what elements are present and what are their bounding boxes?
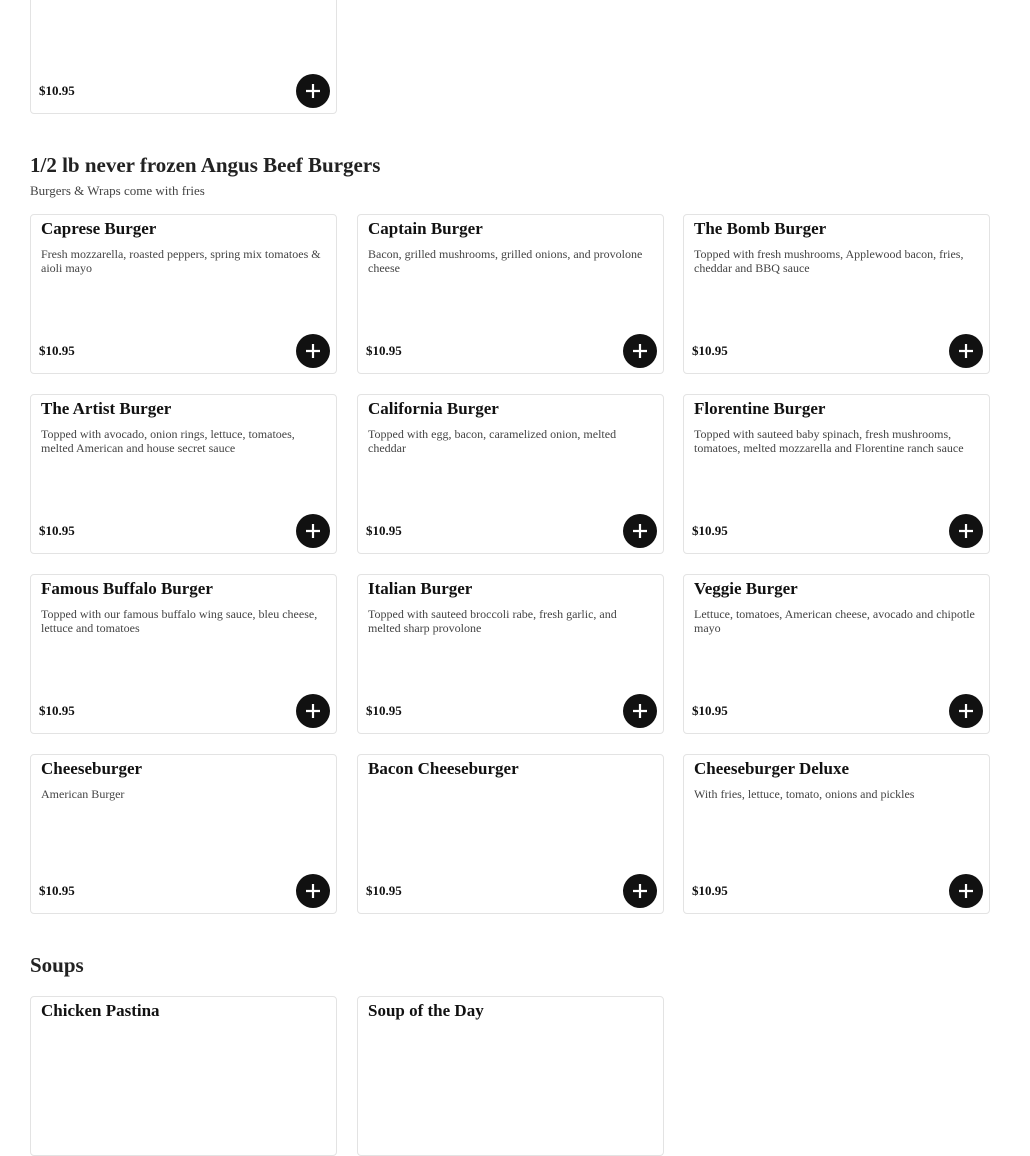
add-to-cart-button[interactable] <box>949 874 983 908</box>
item-price: $10.95 <box>366 343 402 358</box>
item-price: $10.95 <box>39 343 75 358</box>
item-description: Topped with fresh mushrooms, Applewood bacon, fries, cheddar and BBQ sauce <box>694 247 964 275</box>
item-price: $10.95 <box>39 523 75 538</box>
add-to-cart-button[interactable] <box>949 694 983 728</box>
menu-item-card[interactable] <box>683 574 990 734</box>
item-name: Chicken Pastina <box>41 1001 160 1020</box>
add-to-cart-button[interactable] <box>623 334 657 368</box>
item-name: Veggie Burger <box>694 579 798 598</box>
plus-icon <box>632 883 648 899</box>
item-price: $10.95 <box>366 523 402 538</box>
menu-item-card[interactable] <box>357 214 664 374</box>
menu-item-card[interactable] <box>30 574 337 734</box>
menu-item-card[interactable] <box>357 996 664 1156</box>
menu-item-card[interactable] <box>683 214 990 374</box>
section-title: Soups <box>30 953 84 977</box>
section-subtitle: Burgers & Wraps come with fries <box>30 183 205 198</box>
menu-item-card[interactable] <box>30 996 337 1156</box>
add-to-cart-button[interactable] <box>623 514 657 548</box>
item-price: $10.95 <box>366 883 402 898</box>
item-name: Captain Burger <box>368 219 483 238</box>
add-to-cart-button[interactable] <box>296 334 330 368</box>
menu-item-card[interactable] <box>357 574 664 734</box>
menu-item-card[interactable] <box>683 754 990 914</box>
add-to-cart-button[interactable] <box>296 74 330 108</box>
item-name: The Bomb Burger <box>694 219 827 238</box>
item-price: $10.95 <box>692 703 728 718</box>
item-description: Lettuce, tomatoes, American cheese, avocado and chipotle mayo <box>694 607 975 635</box>
item-name: Soup of the Day <box>368 1001 484 1020</box>
item-name: Florentine Burger <box>694 399 826 418</box>
plus-icon <box>958 523 974 539</box>
plus-icon <box>958 343 974 359</box>
item-description: Fresh mozzarella, roasted peppers, spring mix tomatoes & aioli mayo <box>41 247 321 275</box>
plus-icon <box>958 703 974 719</box>
menu-item-card[interactable] <box>30 394 337 554</box>
plus-icon <box>305 83 321 99</box>
item-price: $10.95 <box>692 343 728 358</box>
item-description: With fries, lettuce, tomato, onions and pickles <box>694 787 915 801</box>
item-name: Cheeseburger <box>41 759 143 778</box>
item-description: American Burger <box>41 787 125 801</box>
plus-icon <box>305 703 321 719</box>
item-name: Bacon Cheeseburger <box>368 759 519 778</box>
section-title: 1/2 lb never frozen Angus Beef Burgers <box>30 153 381 177</box>
menu-item-card[interactable] <box>30 214 337 374</box>
item-price: $10.95 <box>692 523 728 538</box>
menu-item-card[interactable] <box>357 394 664 554</box>
item-name: Caprese Burger <box>41 219 157 238</box>
add-to-cart-button[interactable] <box>623 874 657 908</box>
item-name: Italian Burger <box>368 579 473 598</box>
plus-icon <box>958 883 974 899</box>
item-price: $10.95 <box>39 83 75 98</box>
add-to-cart-button[interactable] <box>296 694 330 728</box>
menu-item-card[interactable] <box>30 0 337 114</box>
item-name: Famous Buffalo Burger <box>41 579 213 598</box>
menu-item-card[interactable] <box>30 754 337 914</box>
plus-icon <box>305 883 321 899</box>
plus-icon <box>632 703 648 719</box>
item-description: Topped with sauteed broccoli rabe, fresh garlic, and melted sharp provolone <box>368 607 617 635</box>
item-description: Topped with avocado, onion rings, lettuce, tomatoes, melted American and house secret sauce <box>41 427 295 455</box>
item-description: Topped with sauteed baby spinach, fresh mushrooms, tomatoes, melted mozzarella and Florentine ranch sauce <box>694 427 964 455</box>
item-price: $10.95 <box>39 883 75 898</box>
item-description: Topped with our famous buffalo wing sauce, bleu cheese, lettuce and tomatoes <box>41 607 318 635</box>
add-to-cart-button[interactable] <box>949 514 983 548</box>
add-to-cart-button[interactable] <box>623 694 657 728</box>
item-price: $10.95 <box>366 703 402 718</box>
item-description: Topped with egg, bacon, caramelized onion, melted cheddar <box>368 427 617 455</box>
add-to-cart-button[interactable] <box>296 514 330 548</box>
item-price: $10.95 <box>39 703 75 718</box>
item-name: The Artist Burger <box>41 399 172 418</box>
plus-icon <box>305 523 321 539</box>
item-name: California Burger <box>368 399 499 418</box>
menu-item-card[interactable] <box>683 394 990 554</box>
item-price: $10.95 <box>692 883 728 898</box>
add-to-cart-button[interactable] <box>296 874 330 908</box>
plus-icon <box>305 343 321 359</box>
plus-icon <box>632 523 648 539</box>
item-description: Bacon, grilled mushrooms, grilled onions, and provolone cheese <box>368 247 643 275</box>
add-to-cart-button[interactable] <box>949 334 983 368</box>
plus-icon <box>632 343 648 359</box>
item-name: Cheeseburger Deluxe <box>694 759 850 778</box>
menu-item-card[interactable] <box>357 754 664 914</box>
